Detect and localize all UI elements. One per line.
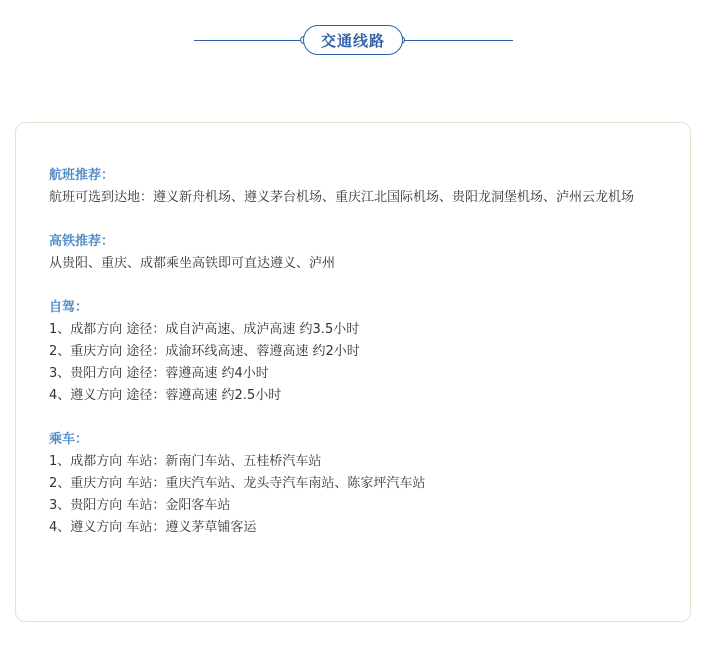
card-content xyxy=(49,165,669,561)
section-title: 高铁推荐： xyxy=(49,234,115,249)
section-flights xyxy=(49,165,669,209)
section-line: 从贵阳、重庆、成都乘坐高铁即可直达遵义、泸州 xyxy=(49,256,336,271)
section-line: 4、遵义方向 车站：遵义茅草铺客运 xyxy=(49,520,257,535)
section-line: 1、成都方向 途径：成自泸高速、成泸高速 约3.5小时 xyxy=(49,322,360,337)
section-line: 3、贵阳方向 车站：金阳客车站 xyxy=(49,498,231,513)
section-self-drive xyxy=(49,297,669,407)
section-line: 2、重庆方向 途径：成渝环线高速、蓉遵高速 约2小时 xyxy=(49,344,360,359)
header-title: 交通线路 xyxy=(303,25,403,55)
section-line: 航班可选到达地：遵义新舟机场、遵义茅台机场、重庆江北国际机场、贵阳龙洞堡机场、泸州云龙机场 xyxy=(49,190,635,205)
transport-card xyxy=(15,122,691,622)
section-line: 2、重庆方向 车站：重庆汽车站、龙头寺汽车南站、陈家坪汽车站 xyxy=(49,476,426,491)
section-header xyxy=(0,22,710,60)
section-highspeed-rail xyxy=(49,231,669,275)
section-bus xyxy=(49,429,669,539)
section-title: 航班推荐： xyxy=(49,168,115,183)
header-line-left xyxy=(194,40,305,41)
section-title: 自驾： xyxy=(49,300,89,315)
section-line: 3、贵阳方向 途径：蓉遵高速 约4小时 xyxy=(49,366,269,381)
section-line: 4、遵义方向 途径：蓉遵高速 约2.5小时 xyxy=(49,388,282,403)
section-title: 乘车： xyxy=(49,432,89,447)
header-line-right xyxy=(404,40,513,41)
section-line: 1、成都方向 车站：新南门车站、五桂桥汽车站 xyxy=(49,454,322,469)
